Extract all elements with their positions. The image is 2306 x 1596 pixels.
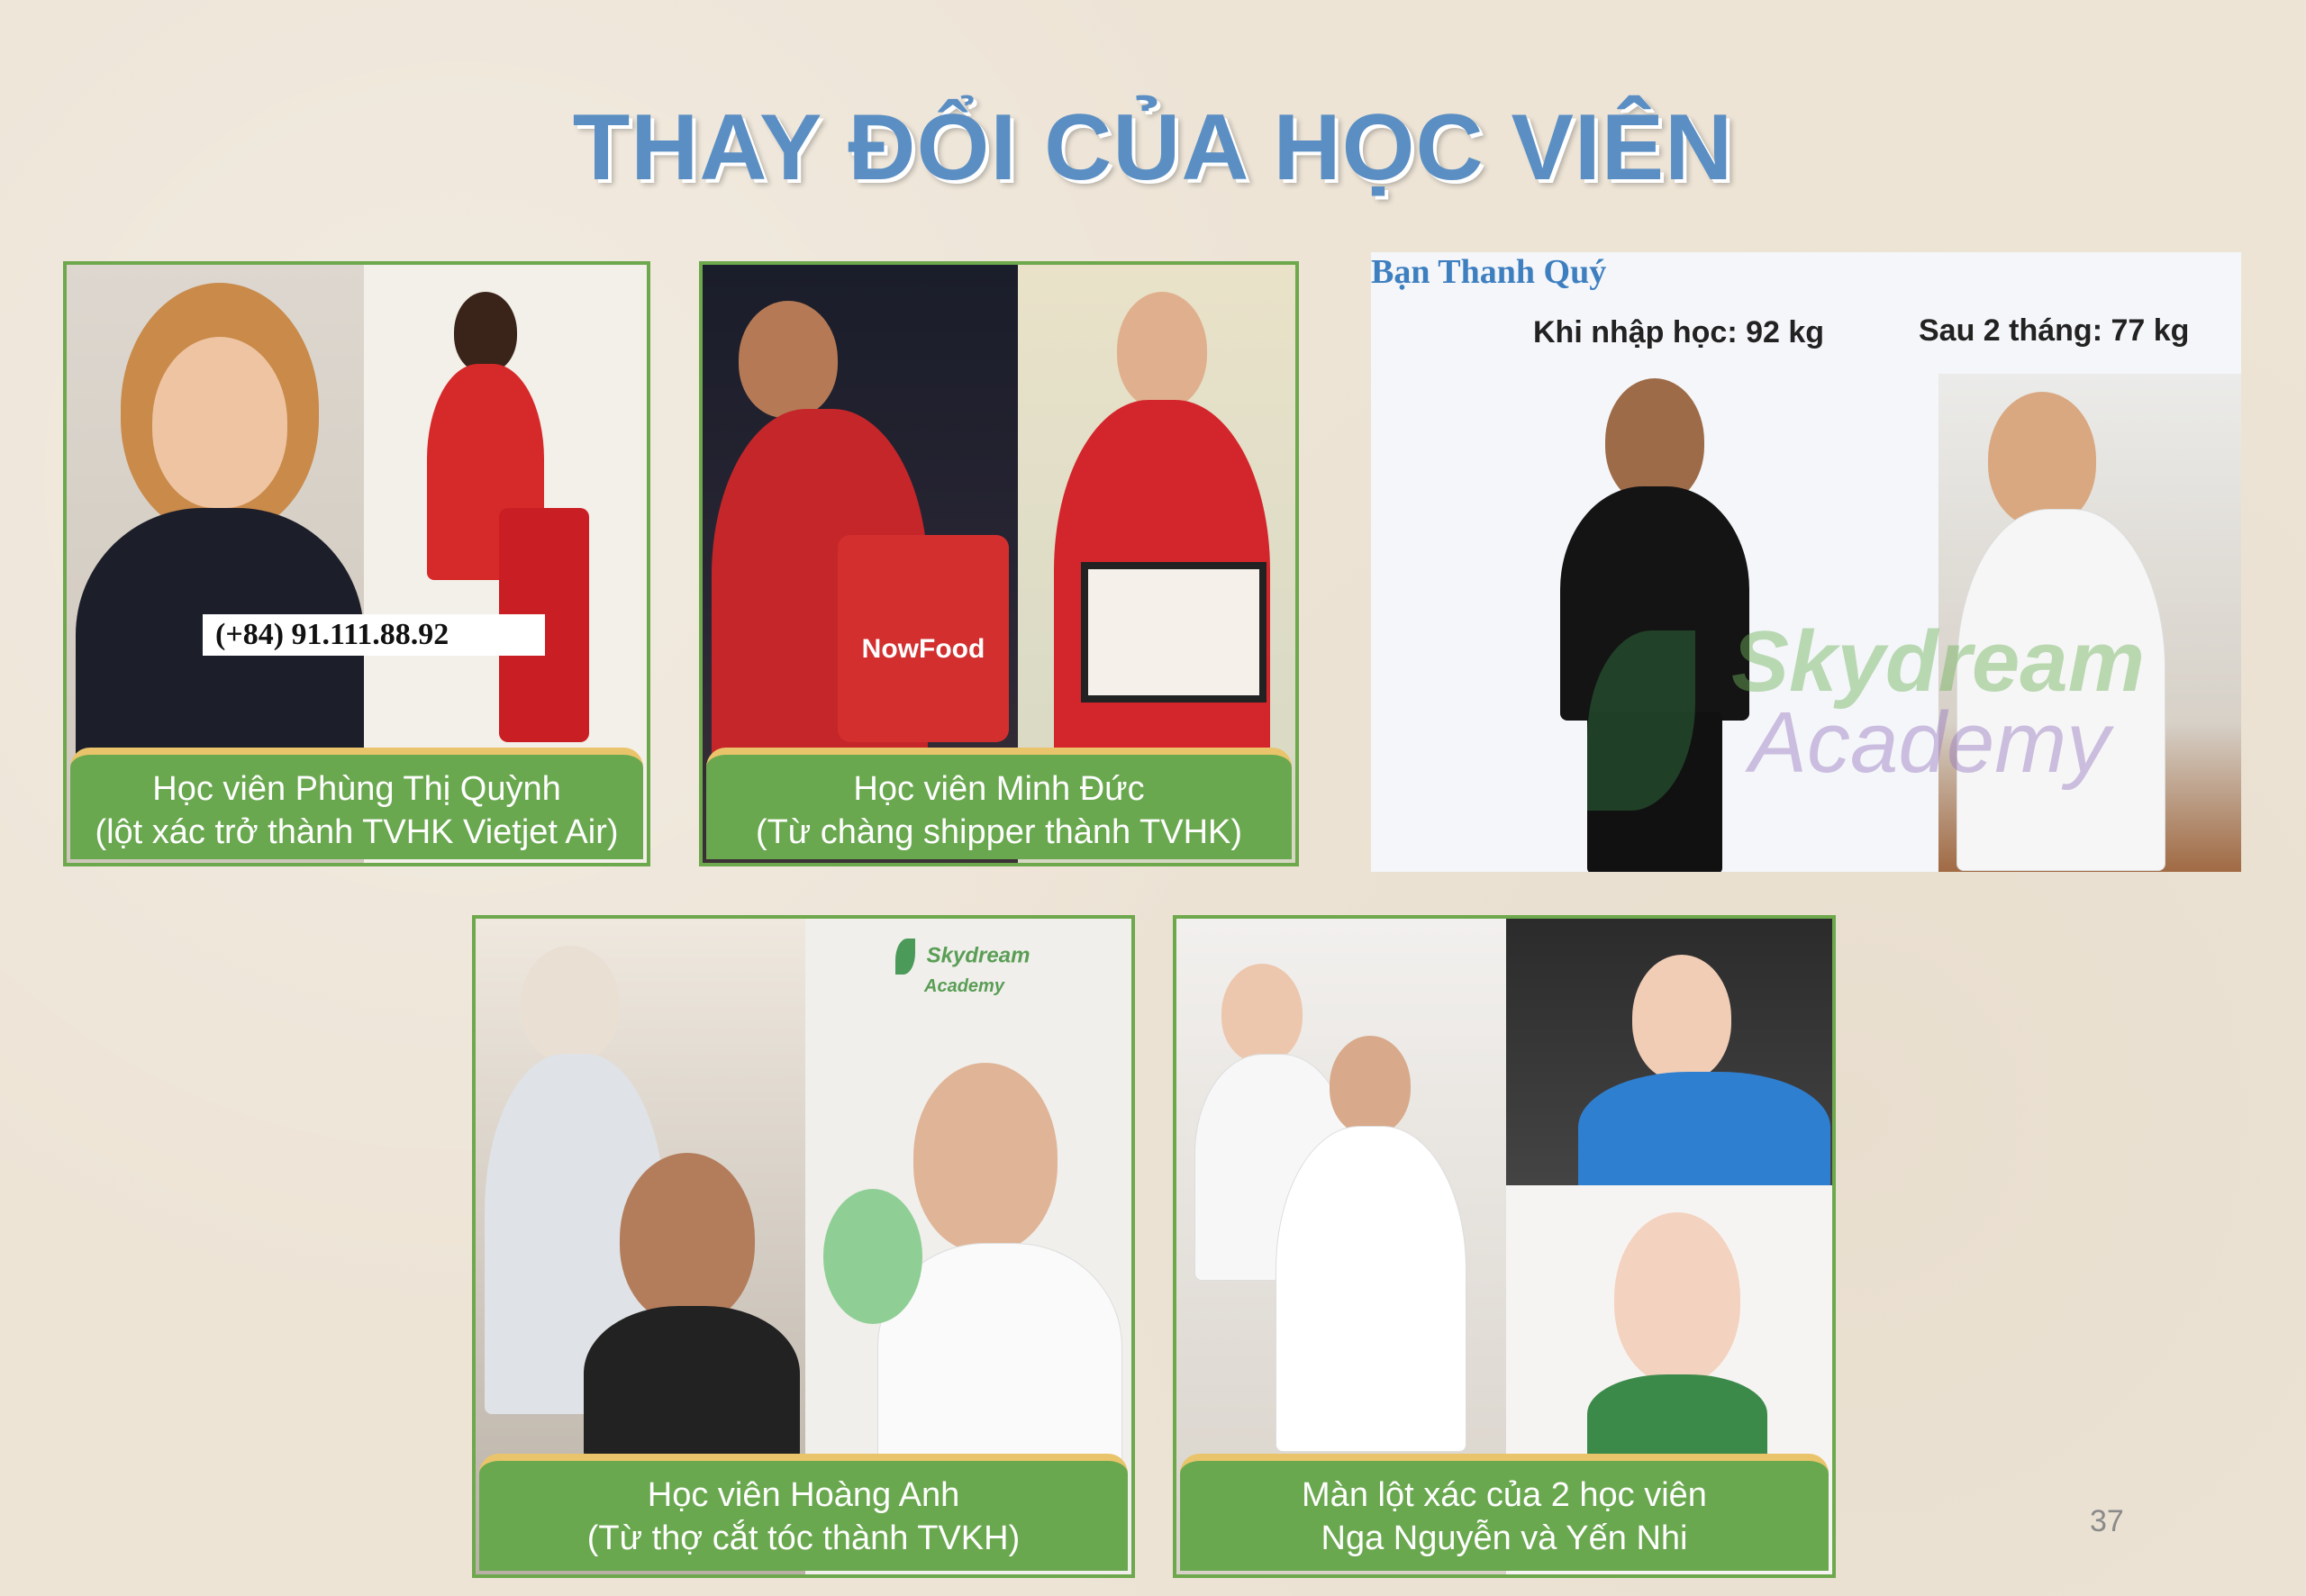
card-caption: [1180, 1454, 1829, 1571]
client-head: [620, 1153, 755, 1324]
caption-line-1: Học viên Minh Đức: [853, 770, 1145, 808]
caption-line-2: (Từ chàng shipper thành TVHK): [755, 813, 1243, 851]
student-card-minh-duc: [692, 254, 1306, 874]
caption-line-2: Nga Nguyễn và Yến Nhi: [1321, 1519, 1688, 1557]
watermark-text: [1731, 613, 2145, 791]
leaf-icon: [895, 939, 915, 975]
student-card-quynh: [56, 254, 658, 874]
student-name: Bạn Thanh Quý: [1371, 253, 1607, 291]
boarding-tag: [823, 1189, 922, 1324]
caption-line-2: (lột xác trở thành TVHK Vietjet Air): [95, 813, 619, 851]
card-frame: [699, 261, 1299, 866]
caption-line-2: (Từ thợ cắt tóc thành TVKH): [586, 1519, 1021, 1557]
bag-brand-text: NowFood: [861, 634, 985, 664]
caption-line-1: Màn lột xác của 2 học viên: [1302, 1476, 1707, 1514]
logo-line-2: Academy: [924, 976, 1004, 996]
page-number: 37: [2090, 1504, 2124, 1538]
watermark-sub: Academy: [1749, 694, 2111, 791]
person-head: [1632, 955, 1731, 1081]
person-face: [152, 337, 287, 508]
watermark-main: Skydream: [1731, 613, 2145, 710]
barber-head: [521, 946, 620, 1063]
card-caption: [706, 748, 1292, 859]
person-body: [1578, 1072, 1830, 1185]
card-frame: [63, 261, 650, 866]
logo-line-1: Skydream: [926, 943, 1030, 968]
person-head: [739, 301, 838, 418]
skydream-logo: [895, 939, 1030, 997]
caption-line-1: Học viên Phùng Thị Quỳnh: [152, 770, 561, 808]
caption-line-1: Học viên Hoàng Anh: [647, 1476, 960, 1514]
after-weight-label: Sau 2 tháng: 77 kg: [1919, 313, 2190, 348]
client-body: [584, 1306, 800, 1459]
student-card-nga-yen-nhi: [1166, 908, 1843, 1585]
person-head: [1605, 378, 1704, 504]
card-frame: [1173, 915, 1836, 1578]
before-weight-label: Khi nhập học: 92 kg: [1533, 315, 1825, 349]
person-head: [1330, 1036, 1411, 1135]
student-card-thanh-quy: [1371, 252, 2241, 872]
card-frame: [472, 915, 1135, 1578]
person-head: [1221, 964, 1303, 1063]
card-caption: [70, 748, 643, 859]
contact-phone-overlay: (+84) 91.111.88.92: [203, 614, 545, 656]
photo-salute: [1506, 919, 1832, 1185]
student-card-hoang-anh: [465, 908, 1142, 1585]
page-title: THAY ĐỔI CỦA HỌC VIÊN: [572, 95, 1734, 200]
person-head: [1614, 1212, 1740, 1383]
certificate-frame: [1081, 562, 1266, 703]
person-body: [1587, 1374, 1767, 1465]
person-head: [454, 292, 517, 373]
person-head: [913, 1063, 1058, 1252]
card-caption: [479, 1454, 1128, 1571]
person-body: [1276, 1126, 1466, 1452]
delivery-bag: [838, 535, 1009, 742]
person-head: [1117, 292, 1207, 409]
person-head: [1988, 392, 2096, 527]
